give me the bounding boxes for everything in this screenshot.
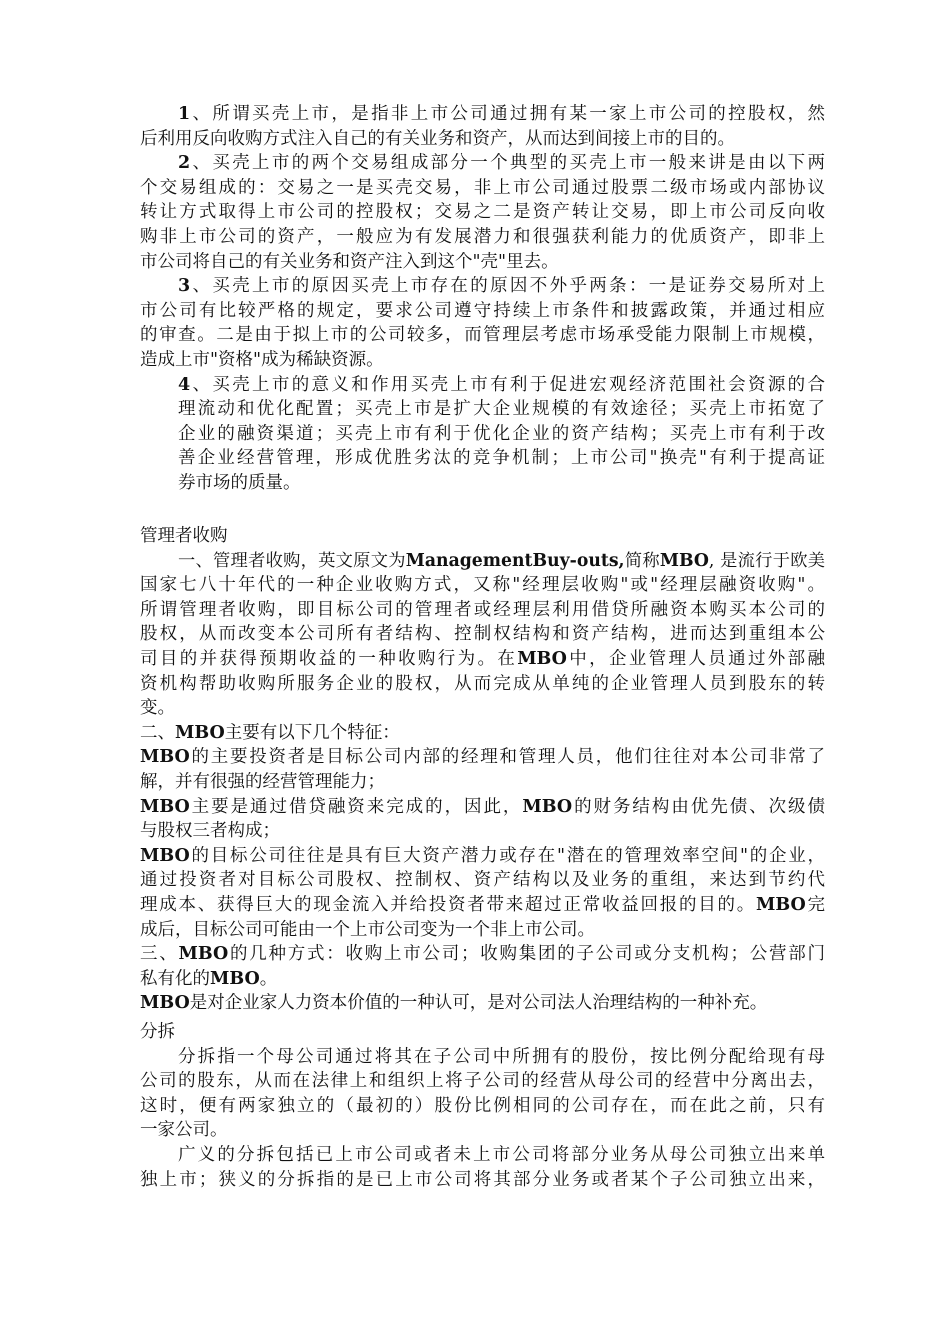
- mbo-feature-1: [140, 745, 825, 794]
- split-paragraph-1: [140, 1045, 825, 1143]
- line: 所谓管理者收购，即目标公司的管理者或经理层利用借贷所融资本购买本公司的: [140, 599, 825, 620]
- line: [140, 893, 825, 918]
- line: 购非上市公司的资产，一般应为有发展潜力和很强获利能力的优质资产，即非上: [140, 226, 825, 247]
- split-paragraph-2: [140, 1143, 825, 1192]
- line: [140, 274, 825, 299]
- line: 理流动和优化配置；买壳上市是扩大企业规模的有效途径；买壳上市拓宽了: [178, 399, 825, 420]
- line: 与股权三者构成；: [140, 821, 280, 842]
- line: [140, 373, 825, 398]
- text: 的几种方式：收购上市公司；收购集团的子公司或分支机构；公营部门: [228, 944, 825, 965]
- line: [140, 942, 825, 967]
- line: 股权，从而改变本公司所有者结构、控制权结构和资产结构，进而达到重组本公: [140, 624, 825, 645]
- term: MBO: [140, 845, 190, 866]
- term: MBO: [522, 796, 573, 817]
- text: 中，企业管理人员通过外部融: [566, 648, 825, 669]
- line: [140, 967, 825, 992]
- mbo-feature-3: [140, 844, 825, 942]
- line: 分拆指一个母公司通过将其在子公司中所拥有的股份，按比例分配给现有母: [178, 1046, 825, 1067]
- term: MBO: [210, 968, 260, 989]
- term: MBO: [517, 648, 567, 669]
- line: 市公司有比较严格的规定，要求公司遵守持续上市条件和披露政策，并通过相应: [140, 300, 825, 321]
- item-number: 4: [178, 374, 191, 395]
- term: MBO: [178, 944, 229, 965]
- text: 的目标公司往往是具有巨大资产潜力或存在"潜在的管理效率空间"的企业，: [189, 845, 825, 866]
- section-heading: 管理者收购: [140, 526, 228, 546]
- term: MBO: [140, 747, 190, 768]
- item-number: 2: [178, 153, 191, 174]
- line: [140, 844, 825, 869]
- line: 的审查。二是由于拟上市的公司较多，而管理层考虑市场承受能力限制上市规模，: [140, 325, 825, 346]
- line: 后利用反向收购方式注入自己的有关业务和资产，从而达到间接上市的目的。: [140, 128, 735, 149]
- line: 市公司将自己的有关业务和资产注入到这个"壳"里去。: [140, 251, 559, 272]
- paragraph-2: [140, 151, 825, 274]
- line: 公司的股东，从而在法律上和组织上将子公司的经营从母公司的经营中分离出去，: [140, 1071, 825, 1092]
- line: 独上市；狭义的分拆指的是已上市公司将其部分业务或者某个子公司独立出来，: [140, 1169, 825, 1190]
- section-spinoff: [140, 1020, 825, 1192]
- line: 通过投资者对目标公司股权、控制权、资产结构以及业务的重组，来达到节约代: [140, 870, 825, 891]
- line: [140, 151, 825, 176]
- line: [140, 795, 825, 820]
- line: 国家七八十年代的一种企业收购方式，又称"经理层收购"或"经理层融资收购"。: [140, 575, 825, 596]
- section-backdoor-listing: [140, 102, 825, 496]
- item-number: 3: [178, 276, 191, 297]
- term: MBO: [140, 993, 190, 1014]
- line: [140, 745, 825, 770]
- text: 三、: [140, 944, 179, 965]
- text: 完: [805, 894, 825, 915]
- mbo-feature-2: [140, 795, 825, 844]
- term: ManagementBuy-outs,: [405, 550, 625, 571]
- line: [140, 647, 825, 672]
- term: MBO: [659, 550, 709, 571]
- text: 主要是通过借贷融资来完成的，因此，: [189, 796, 523, 817]
- paragraph-3: [140, 274, 825, 372]
- text: 理成本、获得巨大的现金流入并给投资者带来超过正常收益回报的目的。: [140, 894, 757, 915]
- text: 司目的并获得预期收益的一种收购行为。在: [140, 648, 518, 669]
- text: 主要有以下几个特征：: [224, 722, 400, 743]
- line: 变。: [140, 698, 175, 719]
- mbo-paragraph-1: [140, 549, 825, 721]
- text: 二、: [140, 722, 175, 743]
- paragraph-4: [140, 373, 825, 496]
- mbo-paragraph-3: [140, 942, 825, 991]
- item-number: 1: [178, 104, 191, 124]
- text: 、买壳上市的意义和作用买壳上市有利于促进宏观经济范围社会资源的合: [190, 374, 825, 395]
- term: MBO: [140, 796, 190, 817]
- line: 成后，目标公司可能由一个上市公司变为一个非上市公司。: [140, 919, 595, 940]
- text: 的财务结构由优先债、次级债: [572, 796, 825, 817]
- line: 一家公司。: [140, 1120, 228, 1141]
- section-mbo: [140, 524, 825, 1016]
- paragraph-1: [140, 102, 825, 151]
- text: 是对企业家人力资本价值的一种认可，是对公司法人治理结构的一种补充。: [189, 993, 768, 1014]
- section-heading: 分拆: [140, 1022, 175, 1042]
- line: 解，并有很强的经营管理能力；: [140, 771, 385, 792]
- line: 个交易组成的：交易之一是买壳交易，非上市公司通过股票二级市场或内部协议: [140, 177, 825, 198]
- text: 简称: [624, 550, 660, 571]
- term: MBO: [175, 722, 225, 743]
- line: 善企业经营管理，形成优胜劣汰的竞争机制；上市公司"换壳"有利于提高证: [178, 448, 825, 469]
- line: 转让方式取得上市公司的控股权；交易之二是资产转让交易，即上市公司反向收: [140, 202, 825, 223]
- line: [140, 549, 825, 574]
- mbo-paragraph-4: [140, 991, 825, 1016]
- text: 的主要投资者是目标公司内部的经理和管理人员，他们往往对本公司非常了: [189, 747, 825, 768]
- text: 私有化的: [140, 968, 210, 989]
- line: 券市场的质量。: [178, 472, 301, 493]
- line: 造成上市"资格"成为稀缺资源。: [140, 349, 384, 370]
- line: 广义的分拆包括已上市公司或者未上市公司将部分业务从母公司独立出来单: [178, 1144, 825, 1165]
- mbo-features-heading: [140, 721, 825, 746]
- text: 、买壳上市的两个交易组成部分一个典型的买壳上市一般来讲是由以下两: [190, 153, 825, 174]
- line: [140, 102, 825, 127]
- text: 、买壳上市的原因买壳上市存在的原因不外乎两条：一是证券交易所对上: [190, 276, 825, 297]
- line: 企业的融资渠道；买壳上市有利于优化企业的资产结构；买壳上市有利于改: [178, 423, 825, 444]
- text: 。: [259, 968, 278, 989]
- text: , 是流行于欧美: [708, 550, 825, 571]
- text: 一、管理者收购，英文原文为: [178, 550, 406, 571]
- line: 资机构帮助收购所服务企业的股权，从而完成从单纯的企业管理人员到股东的转: [140, 673, 825, 694]
- text: 、所谓买壳上市，是指非上市公司通过拥有某一家上市公司的控股权，然: [190, 104, 825, 124]
- line: 这时，便有两家独立的（最初的）股份比例相同的公司存在，而在此之前，只有: [140, 1095, 825, 1116]
- term: MBO: [756, 894, 806, 915]
